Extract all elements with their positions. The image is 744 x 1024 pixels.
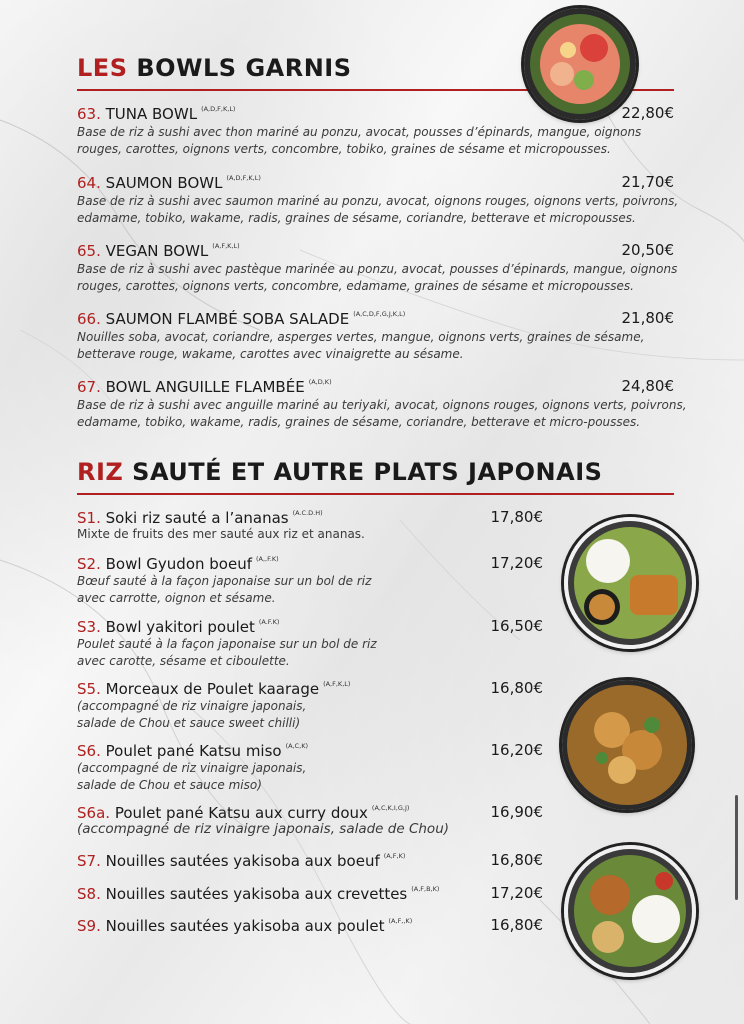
allergen-codes: (A,F,K,L) [212, 242, 240, 250]
list-item [77, 173, 674, 192]
item-number: 67. [77, 378, 101, 396]
description-line: rouges, carottes, oignons verts, concombre, edamame, graines de sésame et micropousses. [77, 279, 634, 293]
noodles-photo [564, 845, 696, 977]
list-item [77, 104, 674, 123]
list-item [77, 617, 279, 636]
allergen-codes: (A,F,K) [383, 852, 406, 860]
item-price: 21,80€ [621, 309, 674, 327]
allergen-codes: (A,C,K,I,G,J) [371, 804, 410, 812]
item-price: 16,80€ [490, 679, 543, 697]
description-line: salade de Chou et sauce sweet chilli) [77, 716, 301, 730]
allergen-codes: (A.F.K) [258, 618, 280, 626]
item-name: Nouilles sautées yakisoba aux crevettes [105, 885, 408, 903]
description-line: (accompagné de riz vinaigre japonais, salade de Chou) [77, 821, 450, 837]
list-item [77, 916, 412, 935]
item-name: BOWL ANGUILLE FLAMBÉE [105, 378, 305, 396]
item-price: 16,90€ [490, 803, 543, 821]
item-description [77, 193, 697, 227]
item-number: S6. [77, 742, 101, 760]
item-description [77, 698, 417, 732]
item-description [77, 397, 707, 431]
item-name: Bowl Gyudon boeuf [105, 555, 252, 573]
allergen-codes: (A,C,D,F,G,J,K,L) [353, 310, 406, 318]
description-line: (accompagné de riz vinaigre japonais, [77, 699, 307, 713]
item-name: Nouilles sautées yakisoba aux boeuf [105, 852, 380, 870]
list-item [77, 803, 409, 822]
allergen-codes: (A,D,K) [308, 378, 332, 386]
section-divider [77, 493, 674, 495]
item-name: Poulet pané Katsu aux curry doux [114, 804, 368, 822]
item-price: 16,50€ [490, 617, 543, 635]
section-title-bowls [77, 54, 352, 82]
description-line: salade de Chou et sauce miso) [77, 778, 262, 792]
item-number: S5. [77, 680, 101, 698]
item-number: 64. [77, 174, 101, 192]
item-price: 20,50€ [621, 241, 674, 259]
item-price: 17,20€ [490, 554, 543, 572]
list-item [77, 679, 350, 698]
item-description [77, 760, 417, 794]
item-number: S8. [77, 885, 101, 903]
karaage-plate-photo [562, 680, 692, 810]
item-price: 16,20€ [490, 741, 543, 759]
item-number: S3. [77, 618, 101, 636]
item-number: S7. [77, 852, 101, 870]
item-name: TUNA BOWL [105, 105, 198, 123]
item-price: 17,20€ [490, 884, 543, 902]
item-number: S2. [77, 555, 101, 573]
item-number: S1. [77, 509, 101, 527]
list-item [77, 241, 674, 260]
list-item [77, 377, 674, 396]
item-description [77, 636, 417, 670]
description-line: Mixte de fruits des mer sauté aux riz et ananas. [77, 527, 365, 541]
description-line: Base de riz à sushi avec pastèque marinée au ponzu, avocat, pousses d’épinards, mangue, oignons [77, 262, 678, 276]
item-number: S9. [77, 917, 101, 935]
allergen-codes: (A,F,K,L) [323, 680, 351, 688]
item-description [77, 821, 477, 838]
list-item [77, 851, 405, 870]
description-line: Base de riz à sushi avec saumon mariné au ponzu, avocat, oignons rouges, oignons verts, poivrons, [77, 194, 679, 208]
section-title-text: BOWLS GARNIS [127, 54, 352, 82]
allergen-codes: (A,F,B,K) [411, 885, 440, 893]
item-price: 17,80€ [490, 508, 543, 526]
item-description [77, 261, 697, 295]
allergen-codes: (A.C.D.H) [292, 509, 323, 517]
item-description [77, 329, 697, 363]
allergen-codes: (A,,F.K) [256, 555, 279, 563]
description-line: rouges, carottes, oignons verts, concombre, tobiko, graines de sésame et micropousses. [77, 142, 611, 156]
item-number: 65. [77, 242, 101, 260]
description-line: betterave rouge, wakame, carottes avec vinaigrette au sésame. [77, 347, 464, 361]
section-title-accent: RIZ [77, 458, 124, 486]
description-line: Poulet sauté à la façon japonaise sur un bol de riz [77, 637, 377, 651]
description-line: Base de riz à sushi avec thon mariné au ponzu, avocat, pousses d’épinards, mangue, oignons [77, 125, 642, 139]
allergen-codes: (A,D,F,K,L) [201, 105, 236, 113]
item-name: SAUMON FLAMBÉ SOBA SALADE [105, 310, 350, 328]
description-line: edamame, tobiko, wakame, radis, graines de sésame, coriandre, betterave et micro-pousses. [77, 415, 641, 429]
item-number: 66. [77, 310, 101, 328]
item-price: 24,80€ [621, 377, 674, 395]
description-line: Base de riz à sushi avec anguille mariné au teriyaki, avocat, oignons rouges, oignons verts, poivrons, [77, 398, 687, 412]
item-price: 22,80€ [621, 104, 674, 122]
allergen-codes: (A,D,F,K,L) [226, 174, 261, 182]
item-price: 16,80€ [490, 851, 543, 869]
description-line: avec carrotte, oignon et sésame. [77, 591, 276, 605]
item-name: VEGAN BOWL [105, 242, 209, 260]
katsu-plate-photo [564, 517, 696, 649]
list-item [77, 741, 308, 760]
description-line: edamame, tobiko, wakame, radis, graines de sésame, coriandre, betterave et micropousses. [77, 211, 636, 225]
item-name: Soki riz sauté a l’ananas [105, 509, 289, 527]
list-item [77, 884, 439, 903]
item-price: 16,80€ [490, 916, 543, 934]
list-item [77, 554, 279, 573]
item-name: Bowl yakitori poulet [105, 618, 255, 636]
item-number: 63. [77, 105, 101, 123]
item-price: 21,70€ [621, 173, 674, 191]
item-number: S6a. [77, 804, 111, 822]
item-name: Nouilles sautées yakisoba aux poulet [105, 917, 385, 935]
description-line: Bœuf sauté à la façon japonaise sur un bol de riz [77, 574, 372, 588]
list-item [77, 309, 674, 328]
item-name: Poulet pané Katsu miso [105, 742, 282, 760]
scrollbar[interactable] [735, 795, 738, 900]
item-description [77, 573, 417, 607]
allergen-codes: (A,F,,K) [388, 917, 413, 925]
list-item [77, 508, 323, 527]
allergen-codes: (A,C,K) [285, 742, 309, 750]
description-line: avec carotte, sésame et ciboulette. [77, 654, 290, 668]
section-title-accent: LES [77, 54, 128, 82]
item-name: SAUMON BOWL [105, 174, 223, 192]
item-description [77, 526, 417, 543]
description-line: Nouilles soba, avocat, coriandre, asperges vertes, mangue, oignons verts, graines de sésame, [77, 330, 645, 344]
section-title-riz [77, 458, 602, 486]
item-name: Morceaux de Poulet kaarage [105, 680, 320, 698]
description-line: (accompagné de riz vinaigre japonais, [77, 761, 307, 775]
item-description [77, 124, 677, 158]
section-title-text: SAUTÉ ET AUTRE PLATS JAPONAIS [123, 458, 603, 486]
